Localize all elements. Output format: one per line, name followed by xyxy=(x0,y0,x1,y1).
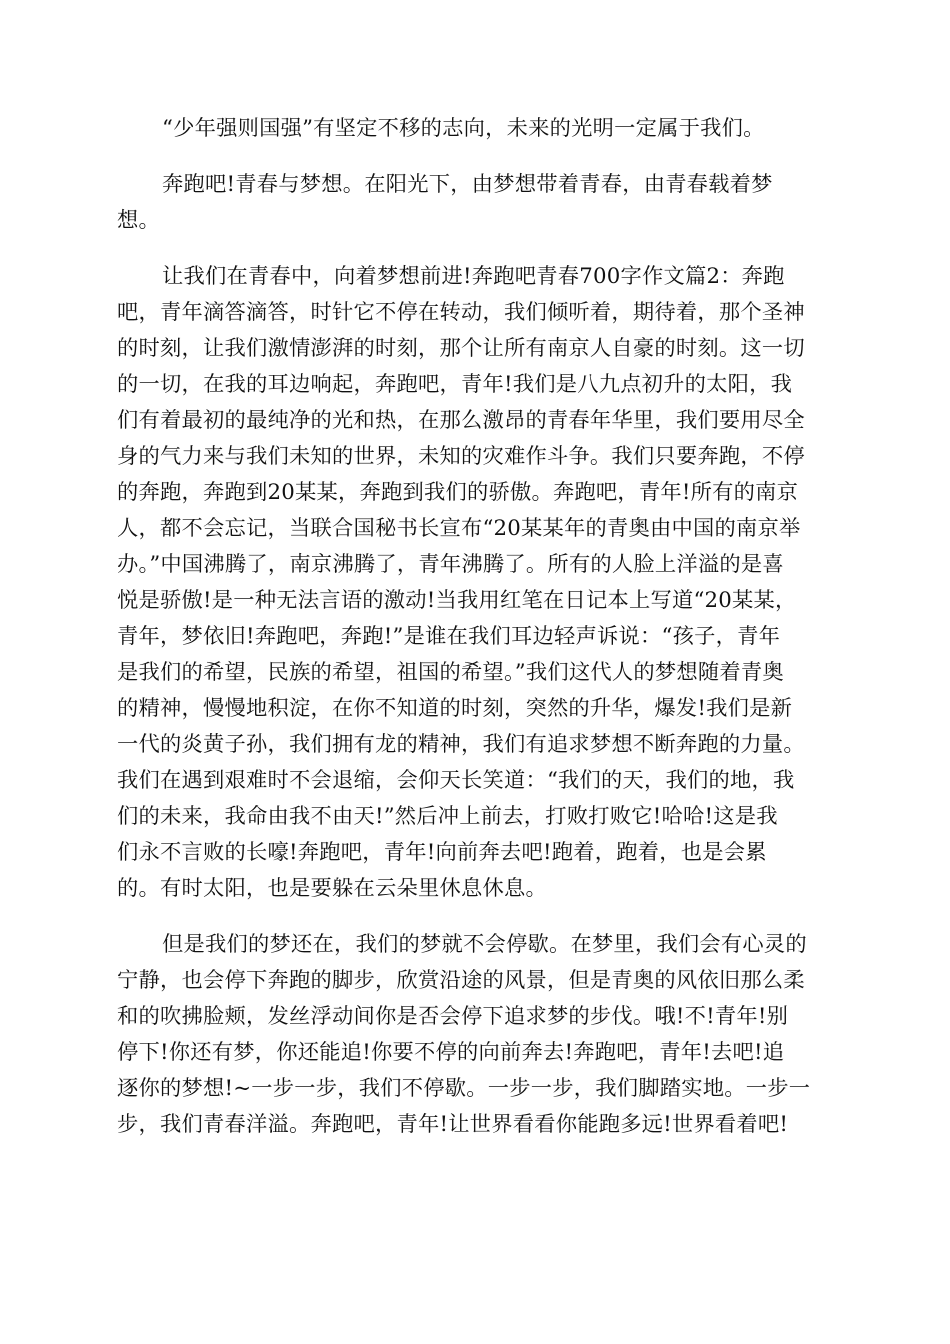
text-line: 的一切，在我的耳边响起，奔跑吧，青年!我们是八九点初升的太阳，我 xyxy=(117,372,793,397)
text-line: 们的未来，我命由我不由天!”然后冲上前去，打败打败它!哈哈!这是我 xyxy=(117,804,778,829)
text-line: 逐你的梦想!~一步一步，我们不停歇。一步一步，我们脚踏实地。一步一 xyxy=(117,1076,811,1101)
text-line: “少年强则国强”有坚定不移的志向，未来的光明一定属于我们。 xyxy=(162,116,765,141)
text-line: 吧，青年滴答滴答，时针它不停在转动，我们倾听着，期待着，那个圣神 xyxy=(117,300,805,325)
text-line: 的。有时太阳，也是要躲在云朵里休息休息。 xyxy=(117,876,547,901)
text-line: 但是我们的梦还在，我们的梦就不会停歇。在梦里，我们会有心灵的 xyxy=(162,932,807,957)
text-line: 青年，梦依旧!奔跑吧，奔跑!”是谁在我们耳边轻声诉说：“孩子，青年 xyxy=(117,624,781,649)
text-line: 让我们在青春中，向着梦想前进!奔跑吧青春700字作文篇2：奔跑 xyxy=(162,264,785,289)
text-line: 人，都不会忘记，当联合国秘书长宣布“20某某年的青奥由中国的南京举 xyxy=(117,516,801,541)
text-line: 办。”中国沸腾了，南京沸腾了，青年沸腾了。所有的人脸上洋溢的是喜 xyxy=(117,552,784,577)
text-line: 的精神，慢慢地积淀，在你不知道的时刻，突然的升华，爆发!我们是新 xyxy=(117,696,793,721)
text-line: 想。 xyxy=(117,208,160,233)
text-line: 们有着最初的最纯净的光和热，在那么激昂的青春年华里，我们要用尽全 xyxy=(117,408,805,433)
text-line: 悦是骄傲!是一种无法言语的激动!当我用红笔在日记本上写道“20某某， xyxy=(117,588,797,613)
text-line: 们永不言败的长嚎!奔跑吧，青年!向前奔去吧!跑着，跑着，也是会累 xyxy=(117,840,767,865)
text-line: 一代的炎黄子孙，我们拥有龙的精神，我们有追求梦想不断奔跑的力量。 xyxy=(117,732,805,757)
text-line: 身的气力来与我们未知的世界，未知的灾难作斗争。我们只要奔跑，不停 xyxy=(117,444,805,469)
text-line: 和的吹拂脸颊，发丝浮动间你是否会停下追求梦的步伐。哦!不!青年!别 xyxy=(117,1004,789,1029)
text-line: 是我们的希望，民族的希望，祖国的希望。”我们这代人的梦想随着青奥 xyxy=(117,660,784,685)
text-line: 的奔跑，奔跑到20某某，奔跑到我们的骄傲。奔跑吧，青年!所有的南京 xyxy=(117,480,799,505)
text-line: 步，我们青春洋溢。奔跑吧，青年!让世界看看你能跑多远!世界看着吧! xyxy=(117,1112,789,1137)
text-line: 的时刻，让我们激情澎湃的时刻，那个让所有南京人自豪的时刻。这一切 xyxy=(117,336,805,361)
text-line: 宁静，也会停下奔跑的脚步，欣赏沿途的风景，但是青奥的风依旧那么柔 xyxy=(117,968,805,993)
text-line: 我们在遇到艰难时不会退缩，会仰天长笑道：“我们的天，我们的地，我 xyxy=(117,768,795,793)
text-line: 停下!你还有梦，你还能追!你要不停的向前奔去!奔跑吧，青年!去吧!追 xyxy=(117,1040,785,1065)
text-line: 奔跑吧!青春与梦想。在阳光下，由梦想带着青春，由青春载着梦 xyxy=(162,172,773,197)
